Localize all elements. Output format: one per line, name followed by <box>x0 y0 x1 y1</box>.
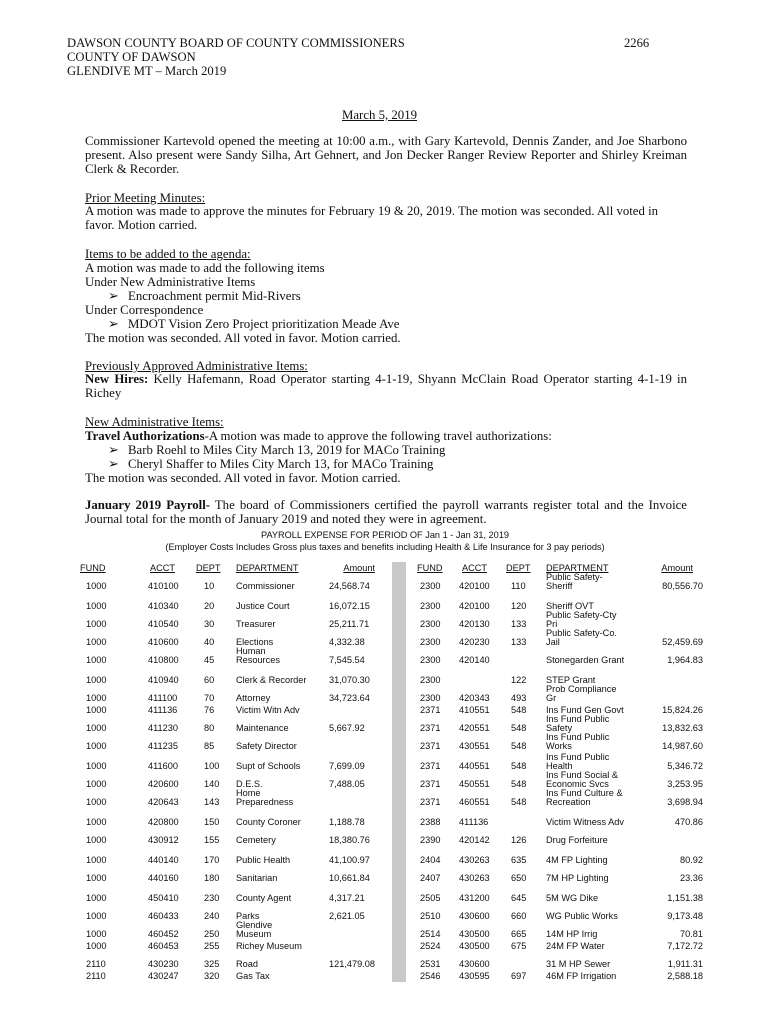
fund-cell: 1000 <box>86 601 107 611</box>
acct-cell: 440551 <box>459 761 490 771</box>
intro-paragraph: Commissioner Kartevold opened the meeting at 10:00 a.m., with Gary Kartevold, Dennis Zander, and Joe Sharbono present. Also present were Sandy Silha, Art Gehnert, and Jon Decker Ranger Review Reporter and Shirley Kreiman Clerk & Recorder. <box>85 134 687 176</box>
acct-cell: 430247 <box>148 971 179 981</box>
department-cell: Justice Court <box>236 601 290 611</box>
amount-cell: 4,317.21 <box>329 893 365 903</box>
fund-cell: 1000 <box>86 929 107 939</box>
col-fund-2: FUND <box>417 563 443 573</box>
table-subtitle: (Employer Costs Includes Gross plus taxes and benefits including Health & Life Insurance for 3 pay periods) <box>165 542 605 552</box>
dept-cell: 548 <box>511 723 527 733</box>
fund-cell: 1000 <box>86 911 107 921</box>
dept-cell: 85 <box>204 741 215 751</box>
amount-cell: 9,173.48 <box>667 911 703 921</box>
fund-cell: 1000 <box>86 741 107 751</box>
acct-cell: 420100 <box>459 601 490 611</box>
dept-cell: 548 <box>511 761 527 771</box>
amount-cell: 70.81 <box>680 929 703 939</box>
fund-cell: 2371 <box>420 705 441 715</box>
department-cell: 46M FP Irrigation <box>546 971 617 981</box>
amount-cell: 2,588.18 <box>667 971 703 981</box>
amount-cell: 52,459.69 <box>662 637 703 647</box>
fund-cell: 1000 <box>86 723 107 733</box>
dept-cell: 325 <box>204 959 220 969</box>
department-cell: Preparedness <box>236 797 294 807</box>
agenda-closing: The motion was seconded. All voted in favor. Motion carried. <box>85 331 401 345</box>
fund-cell: 2388 <box>420 817 441 827</box>
acct-cell: 410800 <box>148 655 179 665</box>
department-cell: Public Safety- <box>546 571 603 582</box>
prior-minutes-heading: Prior Meeting Minutes: <box>85 191 206 205</box>
dept-cell: 697 <box>511 971 527 981</box>
amount-cell: 41,100.97 <box>329 855 370 865</box>
amount-cell: 7,699.09 <box>329 761 365 771</box>
amount-cell: 5,346.72 <box>667 761 703 771</box>
fund-cell: 2505 <box>420 893 441 903</box>
department-cell: Maintenance <box>236 723 289 733</box>
fund-cell: 2300 <box>420 619 441 629</box>
amount-cell: 1,964.83 <box>667 655 703 665</box>
dept-cell: 548 <box>511 741 527 751</box>
department-cell: Public Health <box>236 855 291 865</box>
agenda-bullet-2 <box>108 317 399 332</box>
dept-cell: 660 <box>511 911 527 921</box>
previously-approved-heading: Previously Approved Administrative Items: <box>85 359 308 373</box>
fund-cell: 1000 <box>86 675 107 685</box>
department-cell: Health <box>546 761 573 771</box>
dept-cell: 493 <box>511 693 527 703</box>
amount-cell: 23.36 <box>680 873 703 883</box>
fund-cell: 2524 <box>420 941 441 951</box>
fund-cell: 2110 <box>86 971 106 981</box>
acct-cell: 420100 <box>459 581 490 591</box>
dept-cell: 150 <box>204 817 220 827</box>
acct-cell: 430500 <box>459 941 490 951</box>
acct-cell: 420130 <box>459 619 490 629</box>
department-cell: Glendive <box>236 919 273 930</box>
arrow-bullet-icon: ➢ <box>108 457 119 471</box>
agenda-bullet-1-text: Encroachment permit Mid-Rivers <box>128 289 301 303</box>
acct-cell: 410340 <box>148 601 179 611</box>
new-hires-label: New Hires: <box>85 372 149 386</box>
arrow-bullet-icon: ➢ <box>108 289 119 303</box>
new-hires-paragraph <box>85 373 687 401</box>
fund-cell: 2531 <box>420 959 441 969</box>
fund-cell: 2300 <box>420 601 441 611</box>
amount-cell: 4,332.38 <box>329 637 365 647</box>
dept-cell: 40 <box>204 637 215 647</box>
dept-cell: 645 <box>511 893 527 903</box>
department-cell: Jail <box>546 637 560 647</box>
department-cell: Elections <box>236 637 274 647</box>
page-number: 2266 <box>624 36 650 50</box>
table-title: PAYROLL EXPENSE FOR PERIOD OF Jan 1 - Jan 31, 2019 <box>261 530 509 540</box>
department-cell: 4M FP Lighting <box>546 855 608 865</box>
fund-cell: 1000 <box>86 581 107 591</box>
department-cell: Pri <box>546 619 558 629</box>
amount-cell: 14,987.60 <box>662 741 703 751</box>
department-cell: Ins Fund Social & <box>546 769 619 780</box>
amount-cell: 7,172.72 <box>667 941 703 951</box>
dept-cell: 155 <box>204 835 220 845</box>
department-cell: 7M HP Lighting <box>546 873 609 883</box>
travel-bullet-1 <box>108 443 445 458</box>
department-cell: WG Public Works <box>546 911 618 921</box>
header-line-3: GLENDIVE MT – March 2019 <box>67 64 227 78</box>
dept-cell: 250 <box>204 929 220 939</box>
department-cell: 14M HP Irrig <box>546 929 598 939</box>
department-cell: Human <box>236 645 266 656</box>
fund-cell: 1000 <box>86 797 107 807</box>
acct-cell: 430600 <box>459 911 490 921</box>
col-department: DEPARTMENT <box>236 563 299 573</box>
dept-cell: 120 <box>511 601 527 611</box>
department-cell: Economic Svcs <box>546 779 609 789</box>
dept-cell: 60 <box>204 675 215 685</box>
department-cell: Ins Fund Public <box>546 751 610 762</box>
acct-cell: 411100 <box>148 693 178 703</box>
amount-cell: 7,545.54 <box>329 655 365 665</box>
fund-cell: 2371 <box>420 779 441 789</box>
acct-cell: 430263 <box>459 855 490 865</box>
agenda-bullet-1 <box>108 289 301 304</box>
department-cell: Home <box>236 787 261 798</box>
meeting-date: March 5, 2019 <box>342 108 417 122</box>
department-cell: D.E.S. <box>236 779 263 789</box>
col-acct-2: ACCT <box>462 563 488 573</box>
department-cell: Supt of Schools <box>236 761 301 771</box>
acct-cell: 420230 <box>459 637 490 647</box>
fund-cell: 2300 <box>420 637 441 647</box>
fund-cell: 1000 <box>86 779 107 789</box>
dept-cell: 30 <box>204 619 215 629</box>
col-acct: ACCT <box>150 563 176 573</box>
department-cell: County Coroner <box>236 817 301 827</box>
amount-cell: 5,667.92 <box>329 723 365 733</box>
agenda-bullet-2-text: MDOT Vision Zero Project prioritization Meade Ave <box>128 317 400 331</box>
dept-cell: 20 <box>204 601 215 611</box>
fund-cell: 1000 <box>86 941 107 951</box>
new-admin-heading: New Administrative Items: <box>85 415 224 429</box>
amount-cell: 2,621.05 <box>329 911 365 921</box>
dept-cell: 180 <box>204 873 220 883</box>
department-cell: Sheriff <box>546 581 573 591</box>
fund-cell: 2404 <box>420 855 441 865</box>
amount-cell: 3,253.95 <box>667 779 703 789</box>
acct-cell: 410540 <box>148 619 179 629</box>
acct-cell: 430500 <box>459 929 490 939</box>
fund-cell: 1000 <box>86 761 107 771</box>
dept-cell: 100 <box>204 761 220 771</box>
acct-cell: 411230 <box>148 723 178 733</box>
dept-cell: 76 <box>204 705 215 715</box>
dept-cell: 133 <box>511 619 527 629</box>
department-cell: Ins Fund Public <box>546 713 610 724</box>
travel-auth-line <box>85 429 552 444</box>
travel-auth-text: -A motion was made to approve the following travel authorizations: <box>204 429 552 443</box>
amount-cell: 80,556.70 <box>662 581 703 591</box>
acct-cell: 430551 <box>459 741 490 751</box>
department-cell: Gr <box>546 693 557 703</box>
acct-cell: 411136 <box>148 705 178 715</box>
payroll-label: January 2019 Payroll- <box>85 498 211 512</box>
department-cell: Works <box>546 741 572 751</box>
acct-cell: 430600 <box>459 959 490 969</box>
department-cell: 31 M HP Sewer <box>546 959 611 969</box>
payroll-text: The board of Commissioners certified the payroll warrants register total and the Invoice Journal total for the month of January 2019 and noted they were in agreement. <box>85 498 687 526</box>
travel-bullet-2-text: Cheryl Shaffer to Miles City March 13, for MACo Training <box>128 457 434 471</box>
department-cell: Treasurer <box>236 619 276 629</box>
acct-cell: 440160 <box>148 873 179 883</box>
department-cell: 24M FP Water <box>546 941 605 951</box>
department-cell: Public Safety-Co. <box>546 627 617 638</box>
acct-cell: 410100 <box>148 581 179 591</box>
department-cell: Drug Forfeiture <box>546 835 608 845</box>
department-cell: Attorney <box>236 693 271 703</box>
department-cell: Sheriff OVT <box>546 601 594 611</box>
dept-cell: 675 <box>511 941 527 951</box>
dept-cell: 133 <box>511 637 527 647</box>
amount-cell: 25,211.71 <box>329 619 370 629</box>
fund-cell: 1000 <box>86 817 107 827</box>
department-cell: Gas Tax <box>236 971 270 981</box>
dept-cell: 320 <box>204 971 220 981</box>
col-dept: DEPT <box>196 563 221 573</box>
acct-cell: 411136 <box>459 817 489 827</box>
agenda-line-2: Under New Administrative Items <box>85 275 256 289</box>
department-cell: Victim Witness Adv <box>546 817 624 827</box>
department-cell: Museum <box>236 929 272 939</box>
department-cell: County Agent <box>236 893 292 903</box>
dept-cell: 650 <box>511 873 527 883</box>
department-cell: 5M WG Dike <box>546 893 599 903</box>
fund-cell: 2300 <box>420 655 441 665</box>
department-cell: Richey Museum <box>236 941 302 951</box>
department-cell: Victim Witn Adv <box>236 705 300 715</box>
travel-bullet-2 <box>108 457 433 472</box>
amount-cell: 7,488.05 <box>329 779 365 789</box>
amount-cell: 121,479.08 <box>329 959 375 969</box>
new-hires-text: Kelly Hafemann, Road Operator starting 4-1-19, Shyann McClain Road Operator starting 4-1-19 in Richey <box>85 372 687 400</box>
amount-cell: 24,568.74 <box>329 581 370 591</box>
new-admin-closing: The motion was seconded. All voted in favor. Motion carried. <box>85 471 401 485</box>
fund-cell: 2510 <box>420 911 441 921</box>
dept-cell: 548 <box>511 705 527 715</box>
acct-cell: 420800 <box>148 817 179 827</box>
acct-cell: 460551 <box>459 797 490 807</box>
acct-cell: 410600 <box>148 637 179 647</box>
amount-cell: 34,723.64 <box>329 693 370 703</box>
acct-cell: 420343 <box>459 693 490 703</box>
acct-cell: 450551 <box>459 779 490 789</box>
department-cell: Clerk & Recorder <box>236 675 307 685</box>
column-separator <box>392 562 406 982</box>
department-cell: Sanitarian <box>236 873 278 883</box>
amount-cell: 1,911.31 <box>667 959 703 969</box>
fund-cell: 1000 <box>86 855 107 865</box>
col-amount: Amount <box>343 563 375 573</box>
amount-cell: 15,824.26 <box>662 705 703 715</box>
fund-cell: 1000 <box>86 693 107 703</box>
acct-cell: 410551 <box>459 705 490 715</box>
amount-cell: 31,070.30 <box>329 675 370 685</box>
col-department-2: DEPARTMENT <box>546 563 609 573</box>
fund-cell: 2407 <box>420 873 441 883</box>
dept-cell: 240 <box>204 911 220 921</box>
acct-cell: 460452 <box>148 929 179 939</box>
department-cell: Ins Fund Gen Govt <box>546 705 624 715</box>
amount-cell: 3,698.94 <box>667 797 703 807</box>
amount-cell: 1,188.78 <box>329 817 365 827</box>
acct-cell: 410940 <box>148 675 179 685</box>
dept-cell: 126 <box>511 835 527 845</box>
fund-cell: 2371 <box>420 761 441 771</box>
fund-cell: 2371 <box>420 797 441 807</box>
dept-cell: 665 <box>511 929 527 939</box>
department-cell: Cemetery <box>236 835 276 845</box>
fund-cell: 1000 <box>86 637 107 647</box>
dept-cell: 70 <box>204 693 215 703</box>
acct-cell: 460433 <box>148 911 179 921</box>
arrow-bullet-icon: ➢ <box>108 317 119 331</box>
amount-cell: 16,072.15 <box>329 601 370 611</box>
acct-cell: 440140 <box>148 855 179 865</box>
department-cell: Safety Director <box>236 741 297 751</box>
agenda-line-1: A motion was made to add the following items <box>85 261 325 275</box>
acct-cell: 420600 <box>148 779 179 789</box>
amount-cell: 470.86 <box>674 817 703 827</box>
fund-cell: 2514 <box>420 929 441 939</box>
acct-cell: 430263 <box>459 873 490 883</box>
col-dept-2: DEPT <box>506 563 531 573</box>
department-cell: Ins Fund Culture & <box>546 787 623 798</box>
amount-cell: 18,380.76 <box>329 835 370 845</box>
dept-cell: 122 <box>511 675 527 685</box>
arrow-bullet-icon: ➢ <box>108 443 119 457</box>
amount-cell: 1,151.38 <box>667 893 703 903</box>
dept-cell: 143 <box>204 797 220 807</box>
agenda-line-3: Under Correspondence <box>85 303 204 317</box>
fund-cell: 2110 <box>86 959 106 969</box>
fund-cell: 1000 <box>86 619 107 629</box>
fund-cell: 2546 <box>420 971 441 981</box>
acct-cell: 411235 <box>148 741 178 751</box>
agenda-heading: Items to be added to the agenda: <box>85 247 251 261</box>
dept-cell: 548 <box>511 797 527 807</box>
fund-cell: 2300 <box>420 675 441 685</box>
department-cell: Resources <box>236 655 280 665</box>
dept-cell: 230 <box>204 893 220 903</box>
acct-cell: 430230 <box>148 959 179 969</box>
department-cell: Safety <box>546 723 573 733</box>
department-cell: Commissioner <box>236 581 295 591</box>
acct-cell: 420643 <box>148 797 179 807</box>
fund-cell: 2300 <box>420 693 441 703</box>
dept-cell: 170 <box>204 855 220 865</box>
department-cell: Prob Compliance <box>546 683 617 694</box>
prior-minutes-text: A motion was made to approve the minutes for February 19 & 20, 2019. The motion was seconded. All voted in favor. Motion carried. <box>85 204 659 232</box>
col-fund: FUND <box>80 563 106 573</box>
acct-cell: 420140 <box>459 655 490 665</box>
acct-cell: 430595 <box>459 971 490 981</box>
fund-cell: 1000 <box>86 873 107 883</box>
dept-cell: 255 <box>204 941 220 951</box>
dept-cell: 45 <box>204 655 215 665</box>
fund-cell: 1000 <box>86 835 107 845</box>
dept-cell: 110 <box>511 581 526 591</box>
department-cell: Parks <box>236 911 260 921</box>
acct-cell: 430912 <box>148 835 179 845</box>
fund-cell: 2371 <box>420 723 441 733</box>
department-cell: Road <box>236 959 258 969</box>
dept-cell: 10 <box>204 581 215 591</box>
col-amount-2: Amount <box>661 563 693 573</box>
dept-cell: 548 <box>511 779 527 789</box>
amount-cell: 13,832.63 <box>662 723 703 733</box>
department-cell: Stonegarden Grant <box>546 655 625 665</box>
header-line-2: COUNTY OF DAWSON <box>67 50 196 64</box>
acct-cell: 450410 <box>148 893 179 903</box>
acct-cell: 460453 <box>148 941 179 951</box>
department-cell: Ins Fund Public <box>546 731 610 742</box>
department-cell: Recreation <box>546 797 591 807</box>
fund-cell: 2371 <box>420 741 441 751</box>
dept-cell: 140 <box>204 779 220 789</box>
amount-cell: 10,661.84 <box>329 873 370 883</box>
fund-cell: 1000 <box>86 893 107 903</box>
payroll-paragraph <box>85 499 687 527</box>
dept-cell: 635 <box>511 855 527 865</box>
acct-cell: 420551 <box>459 723 490 733</box>
acct-cell: 411600 <box>148 761 178 771</box>
fund-cell: 1000 <box>86 655 107 665</box>
department-cell: Public Safety-Cty <box>546 609 617 620</box>
acct-cell: 420142 <box>459 835 490 845</box>
fund-cell: 2300 <box>420 581 441 591</box>
fund-cell: 1000 <box>86 705 107 715</box>
acct-cell: 431200 <box>459 893 490 903</box>
department-cell: STEP Grant <box>546 675 596 685</box>
travel-auth-label: Travel Authorizations <box>85 429 205 443</box>
amount-cell: 80.92 <box>680 855 703 865</box>
travel-bullet-1-text: Barb Roehl to Miles City March 13, 2019 for MACo Training <box>128 443 446 457</box>
dept-cell: 80 <box>204 723 215 733</box>
header-line-1: DAWSON COUNTY BOARD OF COUNTY COMMISSIONERS <box>67 36 405 50</box>
fund-cell: 2390 <box>420 835 441 845</box>
